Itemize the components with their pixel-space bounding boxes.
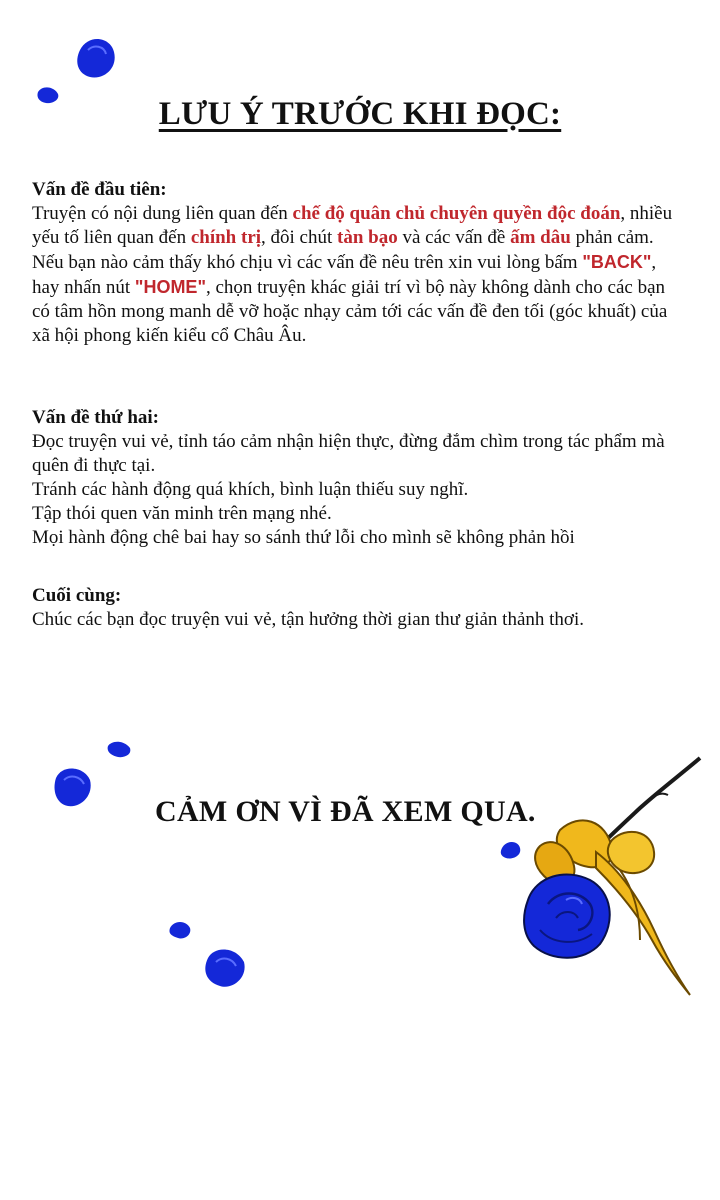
body-text: , hay nhấn nút	[32, 252, 657, 298]
body-text: , chọn truyện khác giải trí vì bộ này không dành cho các bạn có tâm hồn mong manh dễ vỡ hoặc nhạy cảm tới các vấn đề đen tối (góc khuất) của xã hội phong kiến kiểu cổ Châu Âu.	[32, 277, 668, 346]
section-first-issue	[32, 178, 682, 348]
blue-petal-icon	[108, 742, 131, 757]
stem-icon	[598, 758, 700, 848]
body-line: Tránh các hành động quá khích, bình luận thiếu suy nghĩ.	[32, 479, 469, 500]
section-finally	[32, 584, 682, 632]
body-text: , đôi chút	[261, 227, 338, 248]
home-keyword: "HOME"	[134, 277, 206, 297]
section-body	[32, 202, 682, 348]
body-line: Đọc truyện vui vẻ, tỉnh táo cảm nhận hiện thực, đừng đắm chìm trong tác phẩm mà quên đi thực tại.	[32, 431, 665, 476]
blue-petal-icon	[205, 949, 244, 986]
body-line: Chúc các bạn đọc truyện vui vẻ, tận hưởng thời gian thư giản thảnh thơi.	[32, 609, 585, 630]
body-text: Truyện có nội dung liên quan đến	[32, 203, 293, 224]
body-text: , nhiều yếu tố liên quan đến	[32, 203, 673, 248]
blue-petal-icon	[77, 39, 114, 78]
section-heading: Vấn đề thứ hai:	[32, 407, 160, 428]
body-line: Tập thói quen văn minh trên mạng nhé.	[32, 503, 332, 524]
body-line: Mọi hành động chê bai hay so sánh thứ lỗi cho mình sẽ không phản hồi	[32, 527, 575, 548]
highlight-text: chế độ quân chủ chuyên quyền độc đoán	[292, 203, 621, 224]
blue-rose-icon	[524, 874, 610, 957]
blue-petal-icon	[169, 922, 190, 938]
section-second-issue	[32, 406, 682, 550]
blue-petal-icon	[55, 768, 91, 806]
section-heading: Vấn đề đầu tiên:	[32, 179, 167, 200]
highlight-text: tàn bạo	[337, 227, 398, 248]
body-text: và các vấn đề	[397, 227, 511, 248]
back-keyword: "BACK"	[582, 252, 652, 272]
body-text: phản cảm. Nếu bạn nào cảm thấy khó chịu vì các vấn đề nêu trên xin vui lòng bấm	[32, 227, 654, 273]
thanks-message: CẢM ƠN VÌ ĐÃ XEM QUA.	[155, 795, 536, 828]
highlight-text: chính trị	[190, 227, 262, 248]
page-title: LƯU Ý TRƯỚC KHI ĐỌC:	[158, 96, 562, 132]
gold-ribbon-icon	[535, 820, 690, 995]
section-heading: Cuối cùng:	[32, 585, 122, 606]
highlight-text: ấm dâu	[510, 227, 571, 248]
blue-petal-icon	[501, 842, 520, 859]
